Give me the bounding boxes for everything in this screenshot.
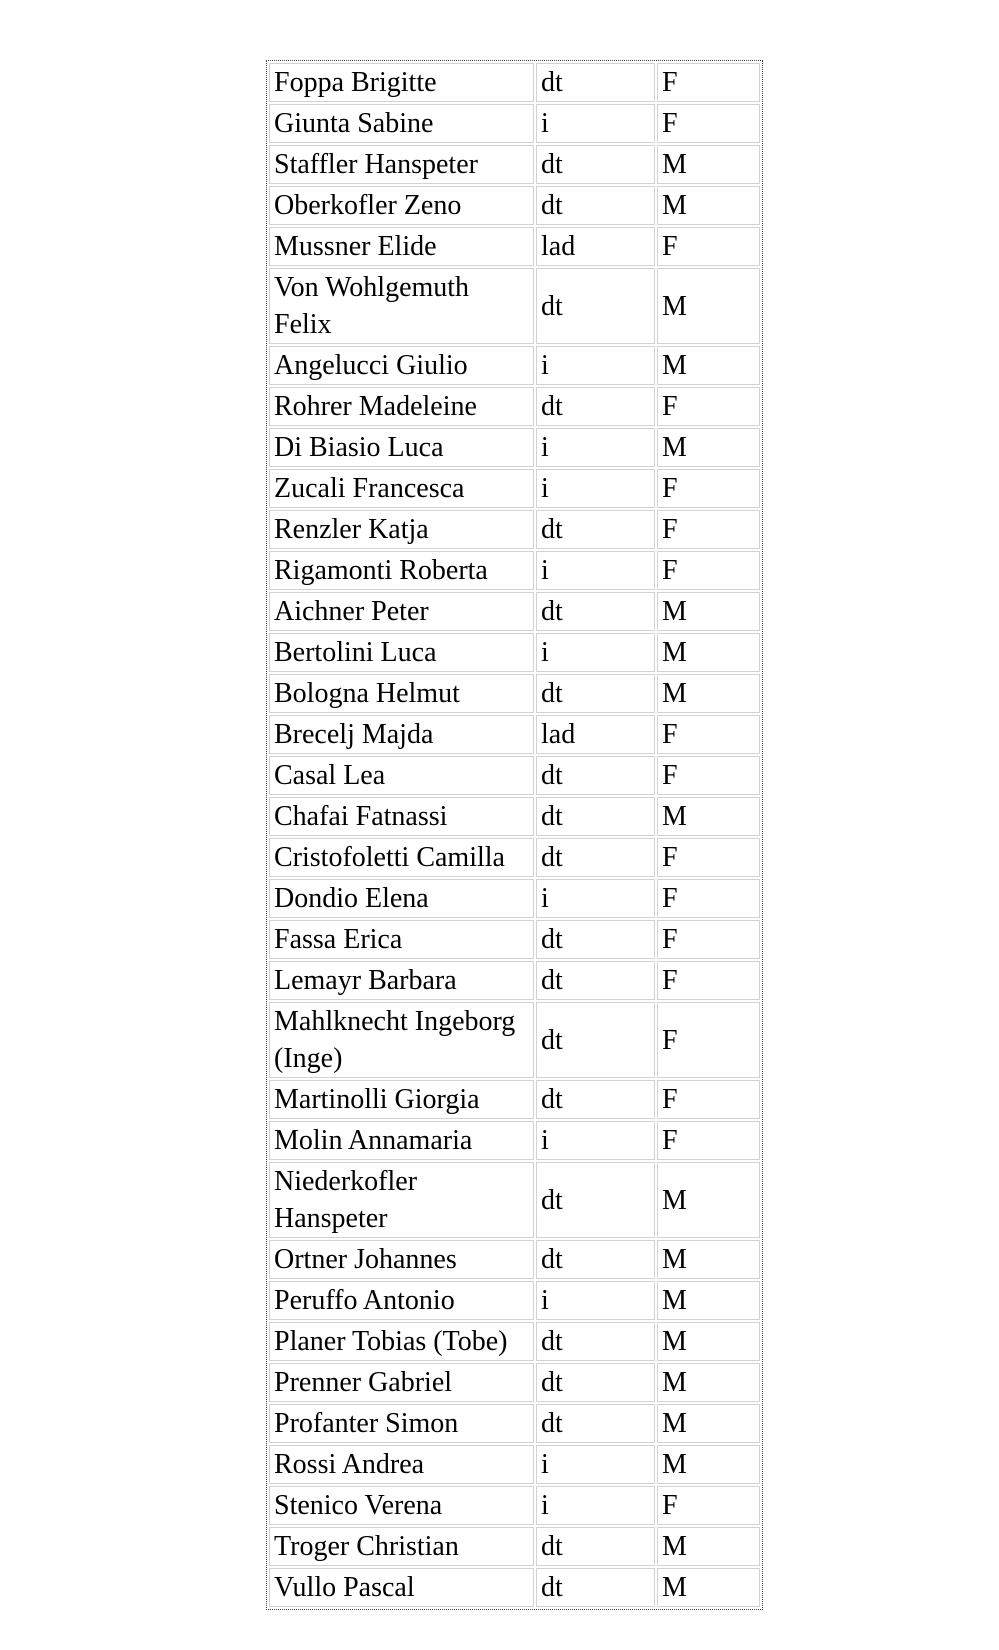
candidate-name-cell: Niederkofler Hanspeter	[269, 1162, 534, 1238]
language-group-cell: dt	[536, 674, 655, 713]
table-row	[269, 756, 760, 795]
table-row	[269, 920, 760, 959]
candidate-name-cell: Rossi Andrea	[269, 1445, 534, 1484]
table-row	[269, 469, 760, 508]
candidate-name-cell: Bertolini Luca	[269, 633, 534, 672]
gender-cell: M	[657, 797, 760, 836]
language-group-cell: dt	[536, 1527, 655, 1566]
language-group-cell: i	[536, 551, 655, 590]
table-row	[269, 551, 760, 590]
candidate-name-cell: Troger Christian	[269, 1527, 534, 1566]
candidate-name-cell: Prenner Gabriel	[269, 1363, 534, 1402]
gender-cell: F	[657, 469, 760, 508]
candidate-name-cell: Stenico Verena	[269, 1486, 534, 1525]
table-row	[269, 1568, 760, 1607]
language-group-cell: dt	[536, 1322, 655, 1361]
table-row	[269, 1162, 760, 1238]
table-row	[269, 592, 760, 631]
candidate-name-cell: Planer Tobias (Tobe)	[269, 1322, 534, 1361]
language-group-cell: dt	[536, 756, 655, 795]
gender-cell: F	[657, 104, 760, 143]
table-row	[269, 1527, 760, 1566]
language-group-cell: dt	[536, 145, 655, 184]
candidate-name-cell: Rohrer Madeleine	[269, 387, 534, 426]
candidate-name-cell: Vullo Pascal	[269, 1568, 534, 1607]
candidate-rows	[269, 63, 760, 1607]
table-row	[269, 186, 760, 225]
language-group-cell: dt	[536, 1080, 655, 1119]
language-group-cell: dt	[536, 920, 655, 959]
table-row	[269, 1404, 760, 1443]
table-row	[269, 1002, 760, 1078]
table-row	[269, 961, 760, 1000]
gender-cell: M	[657, 1240, 760, 1279]
table-row	[269, 879, 760, 918]
language-group-cell: i	[536, 428, 655, 467]
language-group-cell: dt	[536, 186, 655, 225]
candidate-name-cell: Casal Lea	[269, 756, 534, 795]
table-row	[269, 510, 760, 549]
language-group-cell: dt	[536, 63, 655, 102]
gender-cell: M	[657, 346, 760, 385]
gender-cell: M	[657, 1404, 760, 1443]
gender-cell: M	[657, 428, 760, 467]
candidate-table	[266, 60, 763, 1610]
gender-cell: M	[657, 1527, 760, 1566]
gender-cell: M	[657, 145, 760, 184]
candidate-name-cell: Giunta Sabine	[269, 104, 534, 143]
candidate-name-cell: Rigamonti Roberta	[269, 551, 534, 590]
table-row	[269, 387, 760, 426]
candidate-name-cell: Renzler Katja	[269, 510, 534, 549]
language-group-cell: i	[536, 104, 655, 143]
language-group-cell: dt	[536, 1240, 655, 1279]
language-group-cell: lad	[536, 715, 655, 754]
candidate-name-cell: Brecelj Majda	[269, 715, 534, 754]
gender-cell: F	[657, 1002, 760, 1078]
language-group-cell: dt	[536, 1363, 655, 1402]
language-group-cell: i	[536, 346, 655, 385]
language-group-cell: dt	[536, 1568, 655, 1607]
gender-cell: M	[657, 1322, 760, 1361]
gender-cell: M	[657, 592, 760, 631]
candidate-name-cell: Mussner Elide	[269, 227, 534, 266]
language-group-cell: i	[536, 1486, 655, 1525]
table-row	[269, 346, 760, 385]
gender-cell: F	[657, 387, 760, 426]
gender-cell: F	[657, 1486, 760, 1525]
language-group-cell: i	[536, 1121, 655, 1160]
gender-cell: F	[657, 838, 760, 877]
gender-cell: M	[657, 186, 760, 225]
candidate-name-cell: Foppa Brigitte	[269, 63, 534, 102]
candidate-name-cell: Molin Annamaria	[269, 1121, 534, 1160]
table-row	[269, 1445, 760, 1484]
table-row	[269, 227, 760, 266]
language-group-cell: i	[536, 1445, 655, 1484]
candidate-name-cell: Profanter Simon	[269, 1404, 534, 1443]
gender-cell: F	[657, 63, 760, 102]
gender-cell: F	[657, 961, 760, 1000]
candidate-name-cell: Staffler Hanspeter	[269, 145, 534, 184]
gender-cell: M	[657, 268, 760, 344]
gender-cell: F	[657, 1080, 760, 1119]
candidate-name-cell: Mahlknecht Ingeborg (Inge)	[269, 1002, 534, 1078]
table-row	[269, 145, 760, 184]
language-group-cell: dt	[536, 510, 655, 549]
table-row	[269, 633, 760, 672]
candidate-name-cell: Aichner Peter	[269, 592, 534, 631]
table-row	[269, 1080, 760, 1119]
table-row	[269, 1322, 760, 1361]
gender-cell: M	[657, 1568, 760, 1607]
language-group-cell: dt	[536, 961, 655, 1000]
table-row	[269, 1121, 760, 1160]
gender-cell: F	[657, 920, 760, 959]
table-row	[269, 1281, 760, 1320]
candidate-name-cell: Bologna Helmut	[269, 674, 534, 713]
gender-cell: M	[657, 674, 760, 713]
language-group-cell: i	[536, 469, 655, 508]
candidate-name-cell: Martinolli Giorgia	[269, 1080, 534, 1119]
gender-cell: F	[657, 715, 760, 754]
candidate-name-cell: Angelucci Giulio	[269, 346, 534, 385]
candidate-name-cell: Ortner Johannes	[269, 1240, 534, 1279]
candidate-name-cell: Peruffo Antonio	[269, 1281, 534, 1320]
gender-cell: F	[657, 756, 760, 795]
candidate-name-cell: Zucali Francesca	[269, 469, 534, 508]
language-group-cell: i	[536, 1281, 655, 1320]
table-row	[269, 104, 760, 143]
language-group-cell: dt	[536, 797, 655, 836]
table-row	[269, 428, 760, 467]
gender-cell: M	[657, 1281, 760, 1320]
gender-cell: F	[657, 551, 760, 590]
table-row	[269, 1240, 760, 1279]
gender-cell: M	[657, 1363, 760, 1402]
gender-cell: M	[657, 1445, 760, 1484]
candidate-name-cell: Cristofoletti Camilla	[269, 838, 534, 877]
language-group-cell: dt	[536, 387, 655, 426]
gender-cell: F	[657, 227, 760, 266]
candidate-name-cell: Di Biasio Luca	[269, 428, 534, 467]
language-group-cell: dt	[536, 268, 655, 344]
gender-cell: F	[657, 879, 760, 918]
table-row	[269, 1363, 760, 1402]
table-row	[269, 838, 760, 877]
candidate-name-cell: Von Wohlgemuth Felix	[269, 268, 534, 344]
language-group-cell: dt	[536, 1002, 655, 1078]
gender-cell: F	[657, 1121, 760, 1160]
candidate-name-cell: Fassa Erica	[269, 920, 534, 959]
table-row	[269, 63, 760, 102]
candidate-name-cell: Lemayr Barbara	[269, 961, 534, 1000]
language-group-cell: dt	[536, 592, 655, 631]
gender-cell: M	[657, 633, 760, 672]
language-group-cell: dt	[536, 838, 655, 877]
gender-cell: F	[657, 510, 760, 549]
language-group-cell: i	[536, 879, 655, 918]
gender-cell: M	[657, 1162, 760, 1238]
candidate-name-cell: Chafai Fatnassi	[269, 797, 534, 836]
table-row	[269, 715, 760, 754]
candidate-name-cell: Dondio Elena	[269, 879, 534, 918]
table-row	[269, 268, 760, 344]
table-row	[269, 797, 760, 836]
candidate-name-cell: Oberkofler Zeno	[269, 186, 534, 225]
language-group-cell: lad	[536, 227, 655, 266]
table-row	[269, 674, 760, 713]
language-group-cell: dt	[536, 1162, 655, 1238]
language-group-cell: dt	[536, 1404, 655, 1443]
language-group-cell: i	[536, 633, 655, 672]
table-row	[269, 1486, 760, 1525]
